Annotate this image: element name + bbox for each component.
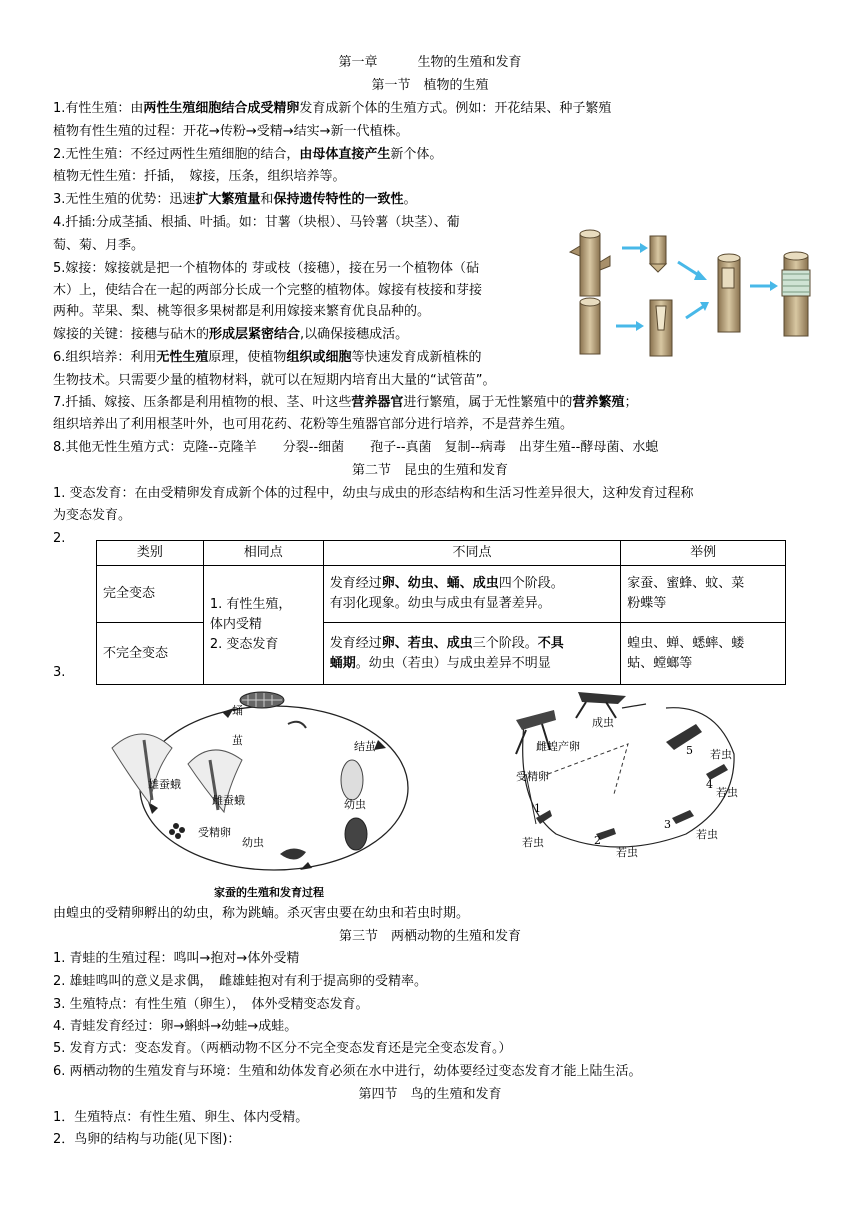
metamorphosis-table bbox=[96, 540, 786, 685]
table-row bbox=[97, 566, 786, 623]
header-same: 相同点 bbox=[203, 541, 323, 566]
s1-line-16: 8.其他无性生殖方式：克隆--克隆羊 分裂--细菌 孢子--真菌 复制--病毒 出芽生殖--酵母菌、水螅 bbox=[53, 440, 659, 455]
bound-graft-icon bbox=[782, 252, 810, 336]
s3-item-2: 2. 雄蛙鸣叫的意义是求偶， 雌雄蛙抱对有利于提高卵的受精率。 bbox=[53, 974, 428, 989]
s3-item-5: 5. 发育方式：变态发育。（两栖动物不区分不完全变态发育还是完全变态发育。） bbox=[53, 1041, 512, 1056]
s1-line-8: 5.嫁接：嫁接就是把一个植物体的 芽或枝（接穗），接在另一个植物体（砧 bbox=[53, 261, 480, 276]
s1-line-12: 6.组织培养：利用无性生殖原理，使植物组织或细胞等快速发育成新植株的 bbox=[53, 350, 482, 365]
arrow-icon bbox=[686, 306, 704, 318]
s4-item-2: 2．鸟卵的结构与功能(见下图)： bbox=[53, 1132, 241, 1147]
s2-line-1: 1. 变态发育：在由受精卵发育成新个体的过程中，幼虫与成虫的形态结构和生活习性差异很大，这种发育过程称 bbox=[53, 486, 694, 501]
chapter-title bbox=[0, 53, 860, 73]
label-larva-2: 幼虫 bbox=[242, 836, 264, 849]
header-diff: 不同点 bbox=[323, 541, 621, 566]
label-stage-3: 3 bbox=[664, 818, 671, 831]
label-nymph-3: 若虫 bbox=[696, 828, 718, 841]
label-laying: 雌蝗产卵 bbox=[536, 740, 580, 753]
locust-stage3-icon bbox=[672, 810, 694, 824]
s4-item-1: 1．生殖特点：有性生殖、卵生、体内受精。 bbox=[53, 1110, 309, 1125]
s1-line-1: 1.有性生殖：由两性生殖细胞结合成受精卵发育成新个体的生殖方式。例如：开花结果、种子繁殖 bbox=[53, 101, 612, 116]
male-moth-icon bbox=[112, 734, 172, 804]
s1-line-13: 生物技术。只需要少量的植物材料，就可以在短期内培育出大量的“试管苗”。 bbox=[53, 373, 496, 388]
scion-icon bbox=[650, 236, 666, 272]
s1-line-11: 嫁接的关键：接穗与砧木的形成层紧密结合,以确保接穗成活。 bbox=[53, 327, 409, 342]
label-female-moth: 雌蚕蛾 bbox=[212, 794, 245, 807]
s2-line-2: 为变态发育。 bbox=[53, 508, 132, 523]
stock-branch-2-icon bbox=[580, 298, 600, 354]
row-example: 蝗虫、蝉、蟋蟀、蝼 蛄、螳螂等 bbox=[621, 623, 786, 685]
s3-item-4: 4. 青蛙发育经过：卵→蝌蚪→幼蛙→成蛙。 bbox=[53, 1019, 298, 1034]
label-nymph-5: 若虫 bbox=[710, 748, 732, 761]
s1-line-10: 两种。苹果、梨、桃等很多果树都是利用嫁接来繁育优良品种的。 bbox=[53, 304, 431, 319]
table-header-row bbox=[97, 541, 786, 566]
eggs-icon bbox=[169, 823, 185, 839]
label-adult: 成虫 bbox=[592, 716, 614, 729]
s1-line-3: 2.无性生殖：不经过两性生殖细胞的结合，由母体直接产生新个体。 bbox=[53, 147, 443, 162]
row-example: 家蚕、蜜蜂、蚊、菜 粉蝶等 bbox=[621, 566, 786, 623]
s2-item-3: 3. bbox=[53, 665, 66, 680]
s1-line-6: 4.扦插:分成茎插、根插、叶插。如：甘薯（块根）、马铃薯（块茎）、葡 bbox=[53, 215, 460, 230]
s2-item-2: 2. bbox=[53, 531, 66, 546]
label-stage-2: 2 bbox=[594, 834, 601, 847]
silkworm-caption: 家蚕的生殖和发育过程 bbox=[214, 886, 324, 899]
stock-branch-icon bbox=[570, 230, 610, 296]
label-nymph-1: 若虫 bbox=[522, 836, 544, 849]
s3-item-6: 6. 两栖动物的生殖发育与环境：生殖和幼体发育必须在水中进行，幼体要经过变态发育才能上陆生活。 bbox=[53, 1064, 642, 1079]
cycle-arrow-icon bbox=[300, 862, 312, 870]
s1-line-15: 组织培养出了利用根茎叶外，也可用花药、花粉等生殖器官部分进行培养，不是营养生殖。 bbox=[53, 417, 574, 432]
label-egg: 受精卵 bbox=[516, 770, 549, 783]
pupa-icon bbox=[240, 692, 284, 708]
cut-stock-icon bbox=[650, 300, 672, 356]
grafted-branch-icon bbox=[718, 254, 740, 332]
row-same: 1. 有性生殖， 体内受精 2. 变态发育 bbox=[203, 566, 323, 685]
silkworm-lifecycle-figure bbox=[92, 684, 432, 906]
s3-item-3: 3. 生殖特点：有性生殖（卵生）， 体外受精变态发育。 bbox=[53, 997, 369, 1012]
label-larva: 幼虫 bbox=[344, 798, 366, 811]
section3-title: 第三节 两栖动物的生殖和发育 bbox=[338, 929, 521, 944]
row-category: 不完全变态 bbox=[97, 623, 204, 685]
header-category: 类别 bbox=[97, 541, 204, 566]
s1-line-7: 萄、菊、月季。 bbox=[53, 238, 145, 253]
header-example: 举例 bbox=[621, 541, 786, 566]
locust-stage5-icon bbox=[666, 724, 702, 750]
s1-line-2: 植物有性生殖的过程：开花→传粉→受精→结实→新一代植株。 bbox=[53, 124, 409, 139]
row-diff: 发育经过卵、幼虫、蛹、成虫四个阶段。 有羽化现象。幼虫与成虫有显著差异。 bbox=[323, 566, 621, 623]
label-stage-1: 1 bbox=[534, 802, 541, 815]
chapter-name: 生物的生殖和发育 bbox=[417, 55, 522, 70]
s1-line-14: 7.扦插、嫁接、压条都是利用植物的根、茎、叶这些营养器官进行繁殖，属于无性繁殖中的营养繁殖； bbox=[53, 395, 638, 410]
section1-title: 第一节 植物的生殖 bbox=[371, 78, 489, 93]
s2-line-3: 由蝗虫的受精卵孵出的幼虫，称为跳蝻。杀灭害虫要在幼虫和若虫时期。 bbox=[53, 906, 470, 921]
label-pupa: 蛹 bbox=[232, 704, 243, 717]
row-diff: 发育经过卵、若虫、成虫三个阶段。不具 蛹期。幼虫（若虫）与成虫差异不明显 bbox=[323, 623, 621, 685]
cycle-path bbox=[523, 708, 734, 847]
row-category: 完全变态 bbox=[97, 566, 204, 623]
pupa-dark-icon bbox=[345, 818, 367, 850]
chapter-number: 第一章 bbox=[338, 55, 378, 70]
larva-small-icon bbox=[288, 722, 306, 728]
label-male-moth: 雄蚕蛾 bbox=[148, 778, 181, 791]
label-cocoon: 茧 bbox=[232, 734, 243, 747]
adult-locust-icon bbox=[576, 692, 626, 718]
s3-item-1: 1. 青蛙的生殖过程：鸣叫→抱对→体外受精 bbox=[53, 951, 300, 966]
label-egg: 受精卵 bbox=[198, 826, 231, 839]
s1-line-4: 植物无性生殖：扦插， 嫁接，压条，组织培养等。 bbox=[53, 169, 346, 184]
section2-title: 第二节 昆虫的生殖和发育 bbox=[351, 463, 508, 478]
label-stage-5: 5 bbox=[686, 744, 693, 757]
label-cocooning: 结茧 bbox=[354, 740, 376, 753]
label-nymph-2: 若虫 bbox=[616, 846, 638, 859]
table-row bbox=[97, 623, 786, 685]
locust-lifecycle-figure bbox=[496, 684, 758, 860]
cocoon-icon bbox=[341, 760, 363, 800]
section4-title: 第四节 鸟的生殖和发育 bbox=[358, 1087, 502, 1102]
s1-line-9: 木）上，使结合在一起的两部分长成一个完整的植物体。嫁接有枝接和芽接 bbox=[53, 283, 483, 298]
label-nymph-4: 若虫 bbox=[716, 786, 738, 799]
grafting-figure bbox=[566, 222, 818, 360]
larva-icon bbox=[280, 848, 306, 859]
label-stage-4: 4 bbox=[706, 778, 713, 791]
s1-line-5: 3.无性生殖的优势：迅速扩大繁殖量和保持遗传特性的一致性。 bbox=[53, 192, 417, 207]
